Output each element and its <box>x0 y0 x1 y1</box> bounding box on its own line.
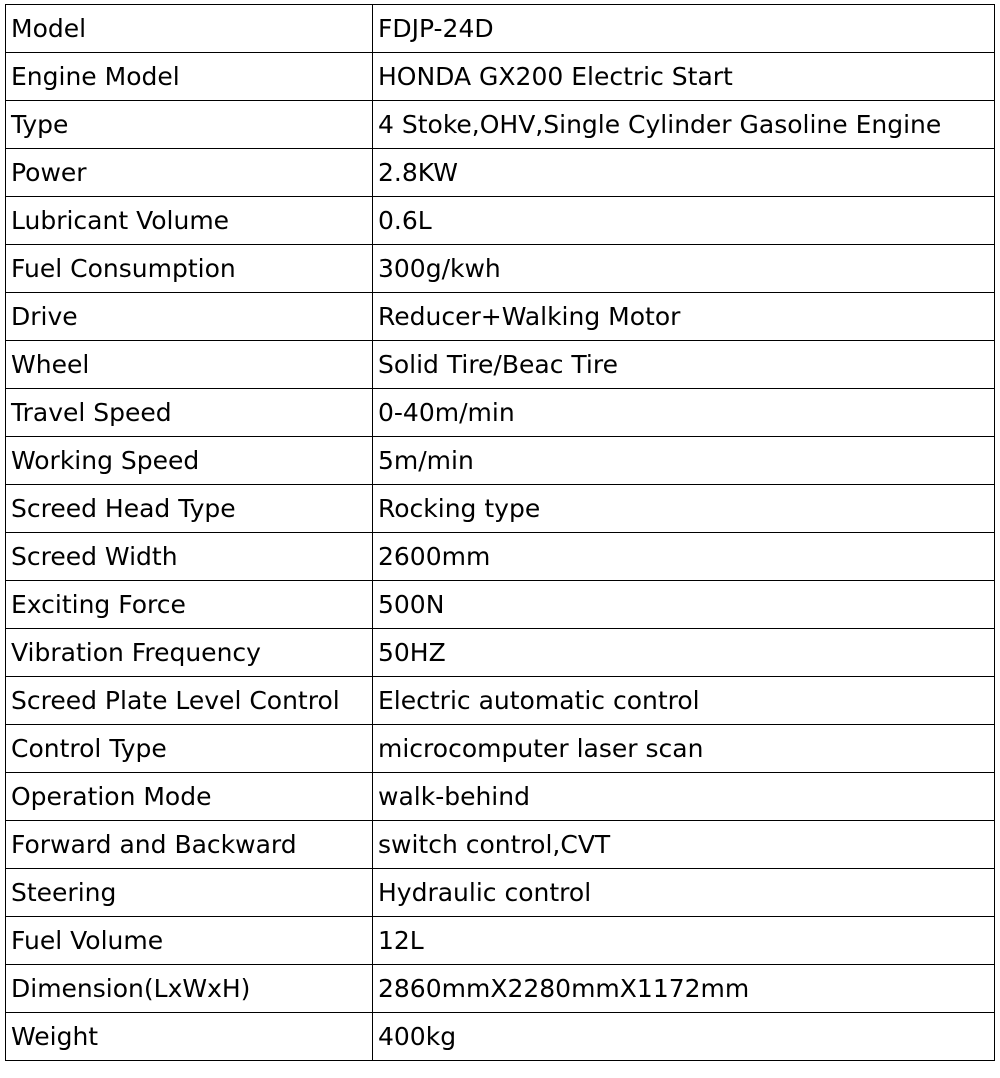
value-cell: FDJP-24D <box>373 5 995 53</box>
table-row <box>6 1013 995 1061</box>
value-cell: 300g/kwh <box>373 245 995 293</box>
parameter-cell: Working Speed <box>6 437 373 485</box>
parameter-cell: Steering <box>6 869 373 917</box>
parameter-cell: Power <box>6 149 373 197</box>
parameter-cell: Travel Speed <box>6 389 373 437</box>
value-cell: Rocking type <box>373 485 995 533</box>
table-row <box>6 629 995 677</box>
table-row <box>6 581 995 629</box>
parameter-cell: Dimension(LxWxH) <box>6 965 373 1013</box>
parameter-cell: Screed Width <box>6 533 373 581</box>
table-row <box>6 437 995 485</box>
parameter-cell: Fuel Consumption <box>6 245 373 293</box>
value-cell: 500N <box>373 581 995 629</box>
value-cell: Solid Tire/Beac Tire <box>373 341 995 389</box>
spec-table-body <box>6 5 995 1061</box>
value-cell: 2600mm <box>373 533 995 581</box>
parameter-cell: Drive <box>6 293 373 341</box>
table-row <box>6 389 995 437</box>
table-row <box>6 245 995 293</box>
parameter-cell: Operation Mode <box>6 773 373 821</box>
value-cell: 400kg <box>373 1013 995 1061</box>
table-row <box>6 965 995 1013</box>
value-cell: 12L <box>373 917 995 965</box>
parameter-cell: Fuel Volume <box>6 917 373 965</box>
table-row <box>6 341 995 389</box>
value-cell: 5m/min <box>373 437 995 485</box>
table-row <box>6 725 995 773</box>
parameter-cell: Vibration Frequency <box>6 629 373 677</box>
table-row <box>6 149 995 197</box>
parameter-cell: Exciting Force <box>6 581 373 629</box>
table-row <box>6 5 995 53</box>
table-row <box>6 293 995 341</box>
table-row <box>6 485 995 533</box>
parameter-cell: Engine Model <box>6 53 373 101</box>
value-cell: 4 Stoke,OHV,Single Cylinder Gasoline Engine <box>373 101 995 149</box>
value-cell: 0.6L <box>373 197 995 245</box>
parameter-cell: Wheel <box>6 341 373 389</box>
table-row <box>6 821 995 869</box>
value-cell: Reducer+Walking Motor <box>373 293 995 341</box>
parameter-cell: Screed Head Type <box>6 485 373 533</box>
parameter-cell: Model <box>6 5 373 53</box>
value-cell: Electric automatic control <box>373 677 995 725</box>
value-cell: 50HZ <box>373 629 995 677</box>
parameter-cell: Control Type <box>6 725 373 773</box>
value-cell: switch control,CVT <box>373 821 995 869</box>
value-cell: HONDA GX200 Electric Start <box>373 53 995 101</box>
table-row <box>6 101 995 149</box>
table-row <box>6 677 995 725</box>
value-cell: Hydraulic control <box>373 869 995 917</box>
value-cell: 2860mmX2280mmX1172mm <box>373 965 995 1013</box>
parameter-cell: Screed Plate Level Control <box>6 677 373 725</box>
table-row <box>6 533 995 581</box>
value-cell: microcomputer laser scan <box>373 725 995 773</box>
parameter-cell: Forward and Backward <box>6 821 373 869</box>
table-row <box>6 773 995 821</box>
parameter-cell: Type <box>6 101 373 149</box>
table-row <box>6 53 995 101</box>
spec-table <box>5 4 995 1061</box>
value-cell: 2.8KW <box>373 149 995 197</box>
table-row <box>6 917 995 965</box>
table-row <box>6 869 995 917</box>
table-row <box>6 197 995 245</box>
value-cell: walk-behind <box>373 773 995 821</box>
parameter-cell: Lubricant Volume <box>6 197 373 245</box>
parameter-cell: Weight <box>6 1013 373 1061</box>
value-cell: 0-40m/min <box>373 389 995 437</box>
